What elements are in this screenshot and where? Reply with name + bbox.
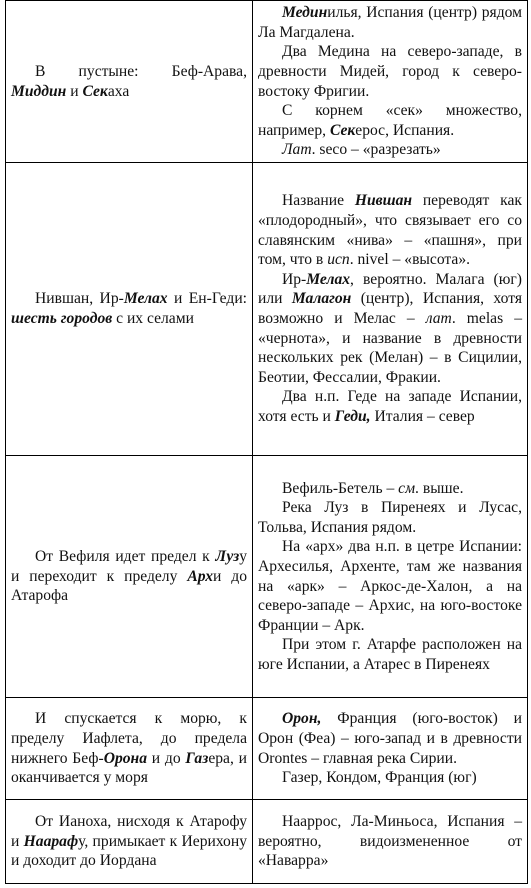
biblical-text-cell (6, 163, 253, 456)
emphasized-toponym: Луз (215, 548, 240, 566)
paragraph (258, 101, 522, 140)
toponym-table (5, 0, 528, 884)
emphasized-toponym: Орона (103, 749, 147, 767)
biblical-text-cell (6, 456, 253, 698)
paragraph (258, 3, 522, 42)
emphasized-toponym: Медин (282, 4, 328, 22)
table-row (6, 698, 528, 800)
table-body (6, 1, 528, 884)
emphasized-toponym: Малагон (291, 290, 352, 308)
emphasized-toponym: Орон, (282, 710, 322, 728)
text-run: . nivel – «высота». (349, 251, 471, 269)
biblical-text-cell (6, 698, 253, 800)
text-run: От Вефиля идет предел к (35, 548, 216, 566)
emphasized-toponym: Арх (187, 567, 213, 585)
text-run: С корнем «сек» множество, например, (258, 102, 522, 139)
paragraph (258, 140, 522, 160)
text-run: , вероятно. Малага (юг) или (258, 270, 522, 308)
text-run: и до Атарофа (11, 567, 247, 605)
paragraph (11, 289, 247, 328)
text-run: Ир- (282, 270, 307, 288)
paragraph (11, 547, 247, 606)
paragraph (258, 635, 522, 674)
italic-abbrev: Лат (282, 141, 312, 159)
paragraph (258, 387, 522, 426)
text-run: Нившан, Ир- (35, 290, 124, 308)
paragraph (258, 768, 522, 788)
text-run: переводят как «плодородный», что связывает его со славянским «нива» – «пашня», при том, что в (258, 192, 522, 269)
text-run: В пустыне: Беф-Арава, (35, 62, 247, 80)
emphasized-toponym: Геди, (334, 407, 371, 425)
emphasized-toponym: Миддин (11, 82, 67, 100)
text-run: . melas – «чернота», и название в древности нескольких рек (Мелан) – в Сицилии, Беотии, Фессалии, Фракии. (258, 310, 522, 386)
paragraph (258, 191, 522, 269)
text-run: ера, и оканчивается у моря (11, 749, 247, 787)
paragraph (258, 498, 522, 537)
text-run: (центр), Испания, хотя возможно и Мелас – (258, 290, 522, 327)
commentary-cell (253, 1, 528, 163)
text-run: От Ианоха, нисходя к Атарофу и (11, 813, 247, 850)
paragraph (11, 709, 247, 787)
text-run: и (66, 82, 83, 100)
text-run: Италия – север (370, 407, 475, 425)
text-run: Река Луз в Пиренеях и Лусас, Тольва, Испания рядом. (258, 499, 522, 536)
emphasized-toponym: Мелах (123, 290, 168, 308)
text-run: На «арх» два н.п. в цетре Испании: Архесилья, Архенте, там же названия на «арк» – Аркос-де-Халон, а на северо-западе – Архис, на юго-востоке Франции – Арк. (258, 538, 522, 634)
biblical-text-cell (6, 1, 253, 163)
paragraph (258, 537, 522, 635)
text-run: илья, Испания (центр) рядом Ла Магдалена. (258, 4, 522, 41)
text-run: Вефиль-Бетель – (282, 479, 399, 497)
text-run: у и переходит к пределу (11, 548, 247, 585)
commentary-cell (253, 456, 528, 698)
emphasized-toponym: шесть городов (11, 310, 113, 327)
text-run: . seco – «разрезать» (311, 141, 441, 159)
emphasized-toponym: Сек (329, 121, 356, 139)
text-run: И спускается к морю, к пределу Иафлета, до предела нижнего Беф- (11, 710, 247, 767)
paragraph (258, 42, 522, 101)
emphasized-toponym: Газ (185, 749, 209, 767)
paragraph (258, 270, 522, 388)
text-run: у, примыкает к Иерихону и доходит до Иордана (11, 832, 247, 870)
italic-abbrev: лат (425, 310, 452, 327)
italic-abbrev: исп (327, 251, 350, 269)
text-run: и Ен-Геди: (167, 290, 247, 308)
commentary-cell (253, 800, 528, 884)
text-run: . выше. (415, 479, 464, 497)
paragraph (11, 812, 247, 871)
table-row (6, 456, 528, 698)
text-run: Франция (юго-восток) и Орон (Феа) – юго-запад и в древности Orontes – главная река Сирии. (258, 710, 522, 767)
emphasized-toponym: Нившан (354, 192, 413, 210)
paragraph (258, 812, 522, 871)
table-row (6, 800, 528, 884)
emphasized-toponym: Наараф (23, 832, 79, 850)
emphasized-toponym: Мелах (306, 270, 351, 288)
text-run: и до (147, 749, 186, 767)
italic-abbrev: см (398, 479, 416, 497)
text-run: ерос, Испания. (355, 121, 455, 139)
text-run: с их селами (112, 310, 194, 327)
text-run: При этом г. Атарфе расположен на юге Испании, а Атарес в Пиренеях (258, 636, 522, 673)
text-run: Наарроc, Ла-Миньоса, Испания – вероятно, видоизмененное от «Наварра» (258, 813, 522, 870)
text-run: Два Медина на северо-западе, в древности Мидей, город к северо-востоку Фригии. (258, 43, 522, 100)
paragraph (258, 479, 522, 499)
text-run: аха (107, 82, 130, 100)
paragraph (258, 709, 522, 768)
commentary-cell (253, 698, 528, 800)
table-row (6, 1, 528, 163)
paragraph (11, 62, 247, 101)
text-run: Название (282, 192, 355, 210)
commentary-cell (253, 163, 528, 456)
emphasized-toponym: Сек (82, 82, 108, 100)
biblical-text-cell (6, 800, 253, 884)
text-run: Два н.п. Геде на западе Испании, хотя есть и (258, 388, 522, 425)
text-run: Газер, Кондом, Франция (юг) (282, 769, 477, 787)
table-row (6, 163, 528, 456)
